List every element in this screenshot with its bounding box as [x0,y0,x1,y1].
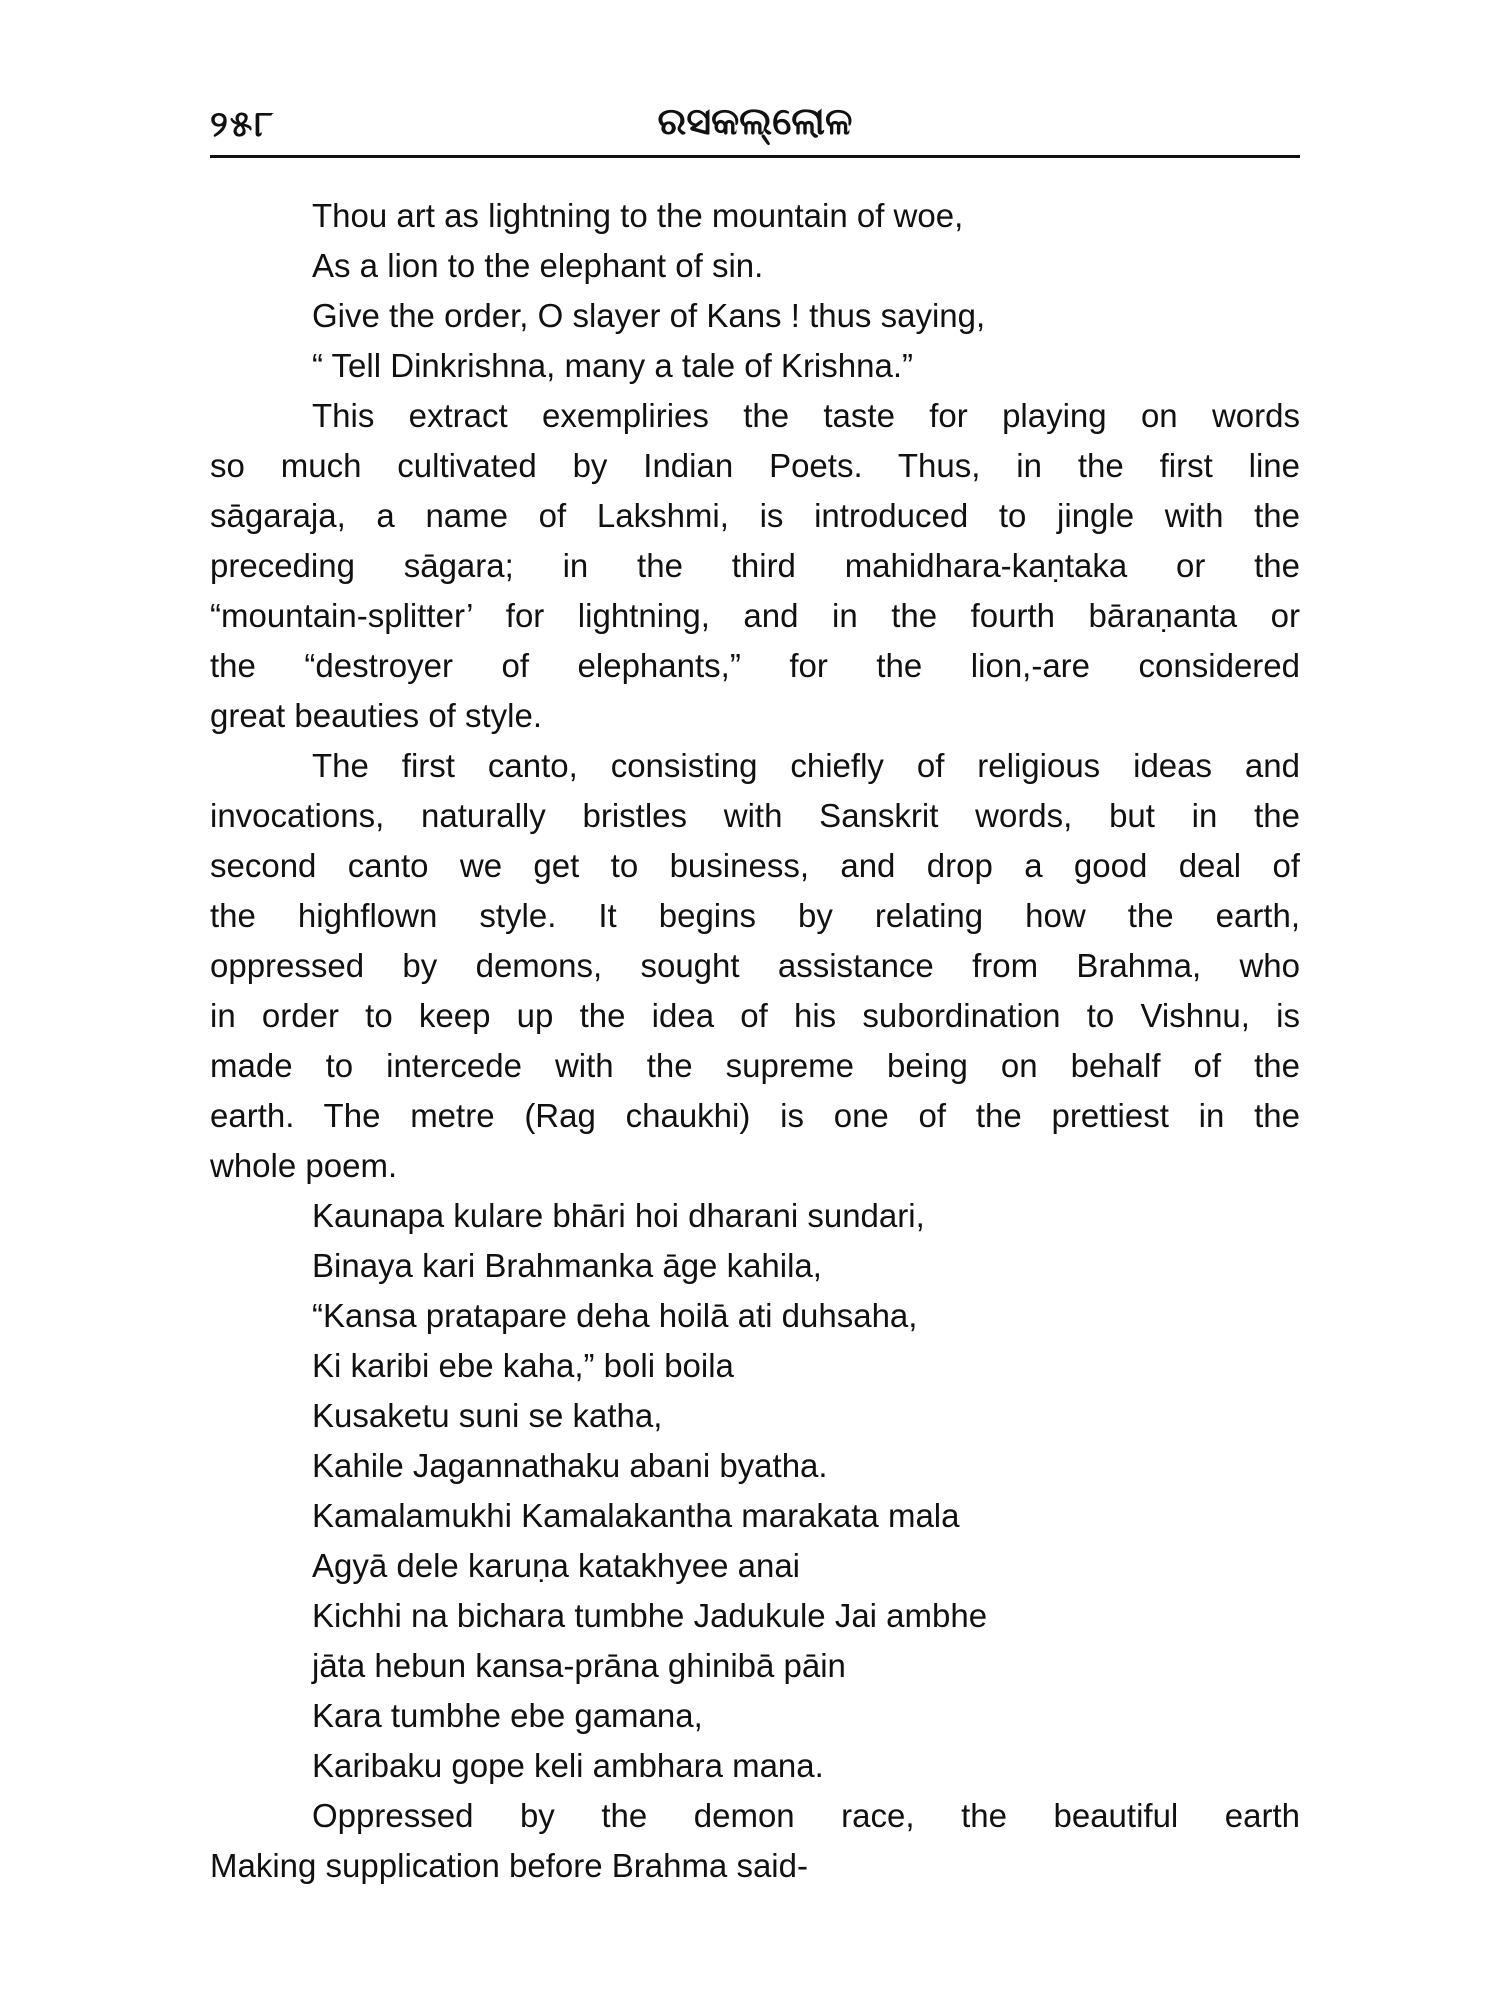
text-line: This extract exempliries the taste for playing on words [312,397,1300,434]
verse-line: “ Tell Dinkrishna, many a tale of Krishna.” [312,347,913,384]
text-line: Making supplication before Brahma said- [210,1847,808,1884]
verse-line: “Kansa pratapare deha hoilā ati duhsaha, [312,1297,918,1334]
verse-line: Kaunapa kulare bhāri hoi dharani sundari, [312,1197,925,1234]
text-line: oppressed by demons, sought assistance from Brahma, who [210,947,1300,984]
book-page [210,95,1300,1884]
verse-line: Binaya kari Brahmanka āge kahila, [312,1247,822,1284]
text-line: The first canto, consisting chiefly of religious ideas and [312,747,1300,784]
verse-line: Ki karibi ebe kaha,” boli boila [312,1347,734,1384]
verse-line: Agyā dele karuṇa katakhyee anai [312,1547,801,1584]
page-body [210,191,1300,1891]
verse-line: jāta hebun kansa-prāna ghinibā pāin [312,1647,846,1684]
text-line: made to intercede with the supreme being on behalf of the [210,1047,1300,1084]
verse-line: Kamalamukhi Kamalakantha marakata mala [312,1497,960,1534]
running-title: ରସକଲ୍ଲୋଳ [657,101,853,143]
verse-line: Give the order, O slayer of Kans ! thus saying, [312,297,986,334]
verse-line: As a lion to the elephant of sin. [312,247,764,284]
text-line: invocations, naturally bristles with Sanskrit words, but in the [210,797,1300,834]
text-line: the “destroyer of elephants,” for the lion,-are considered [210,647,1300,684]
page-number: ୨୫୮ [210,103,276,144]
verse-line: Kichhi na bichara tumbhe Jadukule Jai ambhe [312,1597,988,1634]
text-line: whole poem. [210,1147,398,1184]
page-header [210,95,1300,158]
text-line: earth. The metre (Rag chaukhi) is one of the prettiest in the [210,1097,1300,1134]
verse-line: Thou art as lightning to the mountain of woe, [312,197,964,234]
text-line: “mountain-splitter’ for lightning, and in the fourth bāraṇanta or [210,597,1300,634]
text-line: second canto we get to business, and drop a good deal of [210,847,1300,884]
text-line: sāgaraja, a name of Lakshmi, is introduced to jingle with the [210,497,1300,534]
verse-line: Kahile Jagannathaku abani byatha. [312,1447,828,1484]
text-line: Oppressed by the demon race, the beautiful earth [312,1797,1300,1834]
text-line: so much cultivated by Indian Poets. Thus, in the first line [210,447,1300,484]
verse-line: Karibaku gope keli ambhara mana. [312,1747,824,1784]
text-line: great beauties of style. [210,697,543,734]
text-line: the highflown style. It begins by relating how the earth, [210,897,1300,934]
text-line: in order to keep up the idea of his subordination to Vishnu, is [210,997,1300,1034]
text-line: preceding sāgara; in the third mahidhara-kaṇtaka or the [210,547,1300,584]
verse-line: Kusaketu suni se katha, [312,1397,663,1434]
verse-line: Kara tumbhe ebe gamana, [312,1697,703,1734]
